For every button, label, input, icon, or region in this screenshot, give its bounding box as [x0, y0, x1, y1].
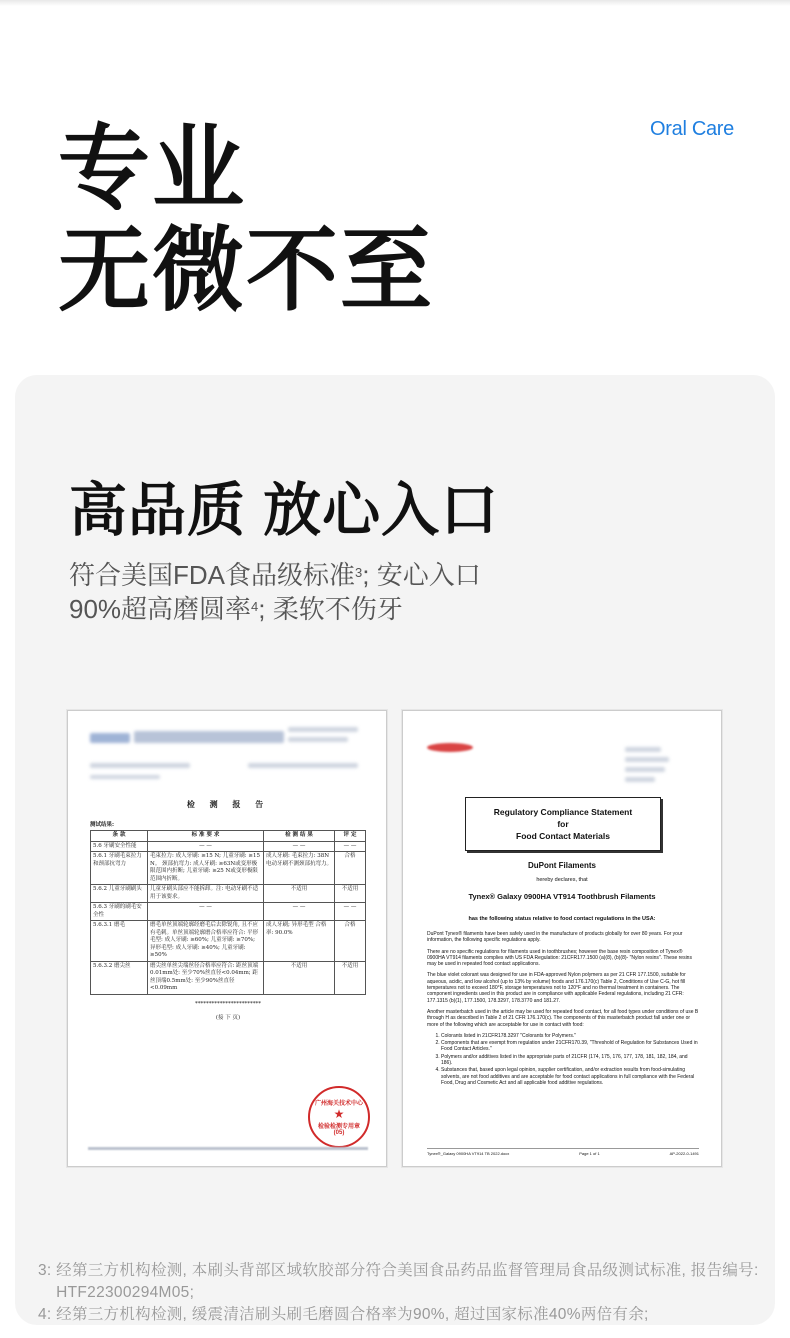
- statement-title: for: [557, 819, 569, 829]
- report-body: [90, 799, 366, 1021]
- paragraph: Another masterbatch used in the article may be used for repeated food contact, for all food types under conditions of use B through H as described in Table 2 of 21 CFR 176.170(c). The components of this masterbatch product fall under one or more of the following which are acceptable for use in contact with food:: [427, 1008, 699, 1028]
- table-row: [91, 852, 366, 885]
- product-name: Tynex® Galaxy 0900HA VT914 Toothbrush Filaments: [468, 892, 656, 901]
- table-cell: 5.6.3 牙刷的刷毛安全性: [91, 903, 148, 921]
- table-cell: 5.6.1 牙刷毛束拉力和颈部抗弯力: [91, 852, 148, 885]
- table-cell: 5.6.3.2 磨尖丝: [91, 961, 148, 994]
- stamp-text: 检验检测专用章: [317, 1124, 360, 1130]
- footnotes: [38, 1260, 768, 1326]
- result-table: [90, 830, 366, 995]
- compliance-list: [427, 1033, 699, 1086]
- table-cell: 合格: [335, 921, 366, 962]
- column-header: 检 测 结 果: [264, 831, 335, 842]
- blurred-address: [625, 747, 661, 752]
- result-label: 测试结果:: [90, 822, 115, 828]
- stamp-text: 广州海关技术中心: [314, 1101, 363, 1107]
- table-cell: 儿童牙刷头部应不能拆卸。注: 电动牙刷不适用于该要求。: [148, 885, 264, 903]
- blurred-header: [248, 763, 358, 768]
- table-cell: — —: [335, 841, 366, 852]
- column-header: 评 定: [335, 831, 366, 842]
- footnote-number: 3:: [38, 1262, 57, 1279]
- desc-line-1: [69, 558, 481, 592]
- table-cell: 5.6.3.1 磨毛: [91, 921, 148, 962]
- hero-line-1: 专业: [58, 118, 247, 220]
- list-item: 1. Colorants listed in 21CFR178.3297 "Colorants for Polymers.": [441, 1033, 699, 1039]
- footer-filename: Tynex®_Galaxy 0900HA VT914 TB 2022.docx: [427, 1151, 510, 1156]
- declaration-subhead: hereby declares, that: [536, 877, 588, 883]
- footer-code: AP-2022-0-1491: [669, 1151, 699, 1156]
- table-cell: 5.6 牙刷安全性能: [91, 841, 148, 852]
- brand-label: Oral Care: [650, 118, 734, 140]
- table-row: [91, 885, 366, 903]
- blurred-logo: [90, 733, 130, 743]
- table-cell: 不适用: [335, 885, 366, 903]
- statement-body: [427, 931, 699, 1087]
- table-row: [91, 921, 366, 962]
- table-cell: 不适用: [264, 885, 335, 903]
- paragraph: There are no specific regulations for filaments used in toothbrushes; however the base resin composition of Tynex® 0900HA VT914 filaments complies with US FDA Regulation: 21CFR177.1500 (a)(8), (b)(8)- "Nylon resins". These resins may be used in repeated food contact applications.: [427, 948, 692, 968]
- table-cell: — —: [264, 841, 335, 852]
- column-header: 标 准 要 求: [148, 831, 264, 842]
- hero-heading: [58, 118, 434, 322]
- regulation-heading: has the following status relative to food contact regulations in the USA:: [468, 916, 656, 922]
- blurred-header: [90, 763, 190, 768]
- footnote-ref: 3: [355, 565, 363, 580]
- table-row: [91, 841, 366, 852]
- blurred-header: [288, 727, 358, 732]
- statement-title-box: [465, 797, 661, 851]
- dupont-logo: [427, 743, 473, 752]
- desc-line-2: [69, 592, 481, 626]
- footnote-text: 经第三方机构检测, 缓震清洁刷头刷毛磨圆合格率为90%, 超过国家标准40%两倍有余;: [56, 1306, 649, 1323]
- statement-title: Food Contact Materials: [516, 831, 610, 841]
- company-heading: DuPont Filaments: [527, 861, 596, 870]
- table-header: [91, 831, 366, 842]
- table-row: [91, 961, 366, 994]
- footnote-text: 经第三方机构检测, 本刷头背部区域软胶部分符合美国食品药品监督管理局食品级测试标准, 报告编号: HTF22300294M05;: [56, 1262, 759, 1301]
- compliance-statement-document: [402, 710, 722, 1167]
- feature-card: [15, 375, 775, 1325]
- table-cell: 毛束拉力: 成人牙刷: ≥15 N; 儿童牙刷: ≥15 N。 颈部抗弯力: 成人牙刷: ≥63N或变形极限范围内折断; 儿童牙刷: ≥25 N或变形极限范围内折断。: [148, 852, 264, 885]
- desc-text: ; 柔软不伤牙: [258, 594, 403, 624]
- footnote-ref: 4: [251, 599, 259, 614]
- blurred-header: [90, 775, 160, 779]
- table-row: [91, 903, 366, 921]
- table-cell: 磨尖丝单丝尖端丝径合格率应符合: 距丝顶端0.01mm处: 至少70%丝直径<0.04mm; 距丝顶端0.5mm处: 至少90%丝直径<0.09mm: [148, 961, 264, 994]
- table-cell: — —: [264, 903, 335, 921]
- blurred-address: [625, 777, 655, 782]
- card-description: [69, 558, 481, 626]
- table-cell: 磨毛单丝顶端轮廓经磨毛后去除锐角, 且不应有毛刺。单丝顶端轮廓磨合格率应符合: 平形毛型: 成人牙刷: ≥60%; 儿童牙刷: ≥70%; 异形毛型: 成人牙刷: ≥40%; 儿童牙刷: ≥50%: [148, 921, 264, 962]
- footnote-number: 4:: [38, 1306, 57, 1323]
- desc-text: ; 安心入口: [362, 560, 481, 590]
- column-header: 条 款: [91, 831, 148, 842]
- list-item: 3. Polymers and/or additives listed in the appropriate parts of 21CFR (174, 175, 176, 177, 178, 181, 182, 184, and 186).: [441, 1054, 699, 1067]
- table-cell: 合格: [335, 852, 366, 885]
- paragraph: The blue violet colorant was designed for use in FDA-approved Nylon polymers as per 21 CFR 177.1500, suitable for aqueous, acidic, and low alcohol (up to 13% by volume) foods and 176.170(c) Table 2, Conditions of Use C-G, hot fill temperatures not to exceed 180°F, storage temperatures not to 120°F and no thermal treatment in containers. The component ingredients used in this product are in compliance with applicable Federal regulations, including 21 CFR: 177.1315 (b)(1), 177.1500, 178.3297, 178.3770 and 181.27.: [427, 972, 686, 1004]
- statement-title: Regulatory Compliance Statement: [493, 807, 633, 817]
- card-title: 高品质 放心入口: [69, 478, 500, 543]
- table-cell: 5.6.2 儿童牙刷刷头: [91, 885, 148, 903]
- blurred-address: [625, 767, 665, 772]
- list-item: 2. Components that are exempt from regulation under 21CFR170.39, "Threshold of Regulation for Substances Used in Food Contact Articles.": [441, 1040, 699, 1053]
- stamp-text: (05): [333, 1130, 345, 1136]
- footnote-3: [38, 1260, 768, 1304]
- blurred-footer: [88, 1147, 368, 1150]
- blurred-header: [134, 731, 284, 743]
- table-cell: 不适用: [264, 961, 335, 994]
- paragraph: DuPont Tynex® filaments have been safely used in the manufacture of products globally for over 80 years. For your information, the following specific regulations apply.: [427, 931, 683, 944]
- test-report-document: [67, 710, 387, 1167]
- top-divider: [0, 0, 790, 6]
- list-item: 4. Substances that, based upon legal opinion, supplier certification, and/or extraction results from food-simulating solvents, are not food additives and are acceptable for food contact applications in full compliance with the Federal Food, Drug and Cosmetic Act and all applicable food additive regulations.: [441, 1067, 699, 1086]
- blurred-address: [625, 757, 669, 762]
- table-cell: 成人牙刷; 异形毛型 合格率: 90.0%: [264, 921, 335, 962]
- footer-page: Page 1 of 1: [579, 1151, 600, 1156]
- table-cell: — —: [148, 841, 264, 852]
- blurred-header: [288, 737, 348, 742]
- table-cell: 成人牙刷: 毛束拉力: 38N 电动牙刷不测颈部抗弯力。: [264, 852, 335, 885]
- inspection-stamp: [308, 1086, 370, 1148]
- desc-text: 符合美国FDA食品级标准: [69, 560, 356, 590]
- hero-line-2: 无微不至: [58, 220, 435, 322]
- footnote-4: [38, 1304, 768, 1326]
- table-cell: 不适用: [335, 961, 366, 994]
- document-footer: [427, 1148, 699, 1156]
- table-cell: — —: [148, 903, 264, 921]
- continued-label: (接 下 页): [215, 1014, 241, 1021]
- end-mark: ************************: [195, 1000, 261, 1007]
- stamp-star-icon: ★: [333, 1107, 345, 1121]
- report-title: 检 测 报 告: [186, 799, 270, 809]
- desc-text: 90%超高磨圆率: [69, 594, 252, 624]
- table-cell: — —: [335, 903, 366, 921]
